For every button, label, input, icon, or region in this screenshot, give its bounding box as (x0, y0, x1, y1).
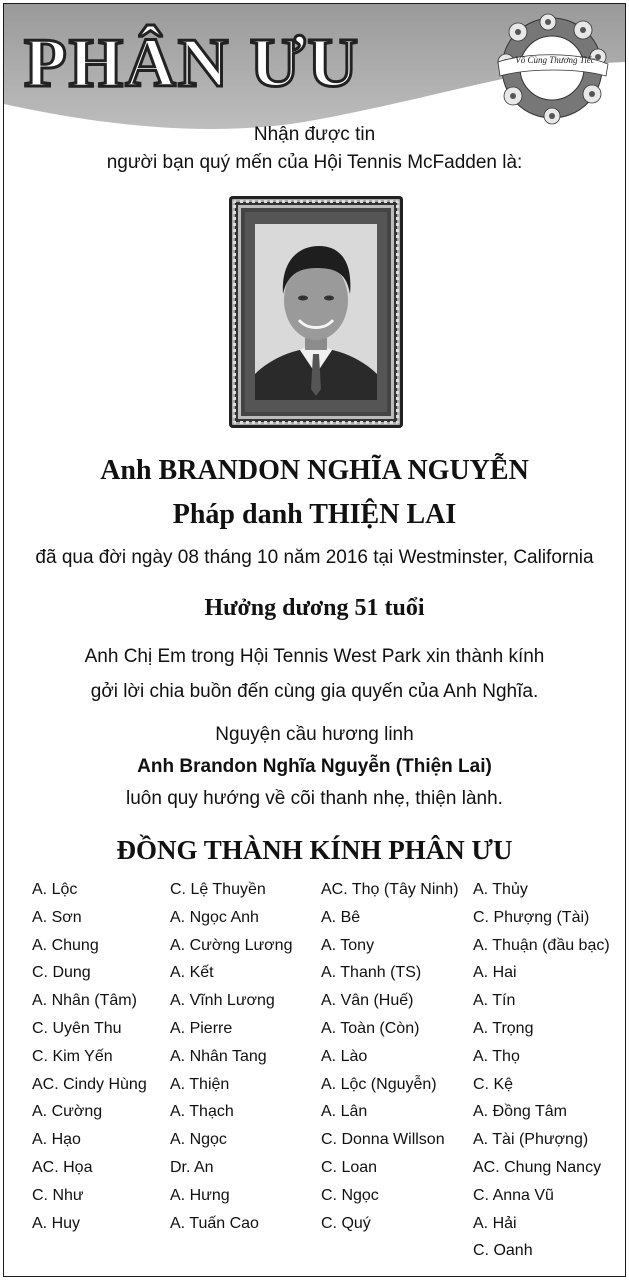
signatory-name: A. Ngọc (170, 1131, 227, 1149)
age-line: Hưởng dương 51 tuổi (204, 595, 425, 621)
signatory-name: A. Tín (473, 992, 516, 1010)
obituary-notice (3, 3, 626, 1277)
signatory-name: A. Thạch (170, 1103, 234, 1121)
signatory-name: A. Lào (321, 1047, 368, 1065)
signatory-name: A. Vĩnh Lương (170, 992, 275, 1010)
prayer-line-2: Anh Brandon Nghĩa Nguyễn (Thiện Lai) (137, 756, 492, 777)
signatory-name: A. Đồng Tâm (473, 1103, 567, 1121)
prayer-line-3: luôn quy hướng về cõi thanh nhẹ, thiện lành. (126, 788, 503, 809)
signatory-name: A. Hai (473, 964, 517, 982)
signatory-name: A. Vân (Huế) (321, 992, 414, 1010)
signatories-column-1 (32, 876, 147, 1237)
signatory-name: A. Thuận (đầu bạc) (473, 936, 610, 954)
signatory-name: C. Quý (321, 1214, 371, 1232)
signatory-name: A. Toàn (Còn) (321, 1019, 420, 1037)
signatory-name: A. Pierre (170, 1019, 233, 1037)
signatories-column-3 (321, 876, 459, 1237)
signatory-name: A. Sơn (32, 908, 82, 926)
signatory-name: A. Bê (321, 908, 361, 926)
portrait-frame (229, 196, 403, 428)
condolence-line-2: gởi lời chia buồn đến cùng gia quyến của Anh Nghĩa. (90, 681, 539, 702)
signatory-name: A. Tony (321, 936, 375, 954)
signatory-name: A. Lộc (Nguyễn) (321, 1075, 437, 1093)
signatory-name: A. Huy (32, 1214, 81, 1232)
signatory-name: A. Kết (170, 964, 214, 982)
passed-away-line: đã qua đời ngày 08 tháng 10 năm 2016 tại Westminster, California (35, 547, 594, 568)
signatory-name: A. Thiện (170, 1075, 230, 1093)
signatories-column-2 (170, 876, 292, 1237)
signatory-name: C. Ngọc (321, 1186, 379, 1204)
signatory-name: C. Như (32, 1186, 84, 1204)
signatory-name: A. Trọng (473, 1019, 534, 1037)
signatory-name: A. Hưng (170, 1186, 230, 1204)
portrait-photo (255, 224, 377, 400)
signatory-name: AC. Cindy Hùng (32, 1075, 147, 1093)
signatory-name: A. Ngọc Anh (170, 908, 259, 926)
signatory-name: A. Thanh (TS) (321, 964, 422, 982)
signatory-name: A. Lộc (32, 881, 78, 898)
signatory-name: A. Tuấn Cao (170, 1214, 259, 1232)
wreath-ribbon-text: Vô Cùng Thương Tiếc (515, 55, 595, 65)
signatory-name: A. Cường (32, 1103, 103, 1121)
signatories-column-4 (473, 876, 610, 1265)
signatory-name: A. Nhân (Tâm) (32, 992, 137, 1010)
deceased-name: Anh BRANDON NGHĨA NGUYỄN (100, 455, 529, 486)
prayer-line-1: Nguyện cầu hương linh (215, 724, 414, 745)
closing-heading: ĐỒNG THÀNH KÍNH PHÂN ƯU (116, 835, 513, 865)
signatory-name: C. Donna Willson (321, 1131, 445, 1149)
dharma-name: Pháp danh THIỆN LAI (172, 499, 457, 530)
intro-line-2: người bạn quý mến của Hội Tennis McFadden là: (106, 152, 523, 173)
signatory-name: C. Uyên Thu (32, 1019, 122, 1037)
signatory-name: A. Thủy (473, 881, 528, 898)
signatory-name: A. Thọ (473, 1047, 520, 1065)
signatory-name: A. Hạo (32, 1131, 81, 1149)
flower-wreath-icon (488, 12, 616, 130)
signatory-name: AC. Thọ (Tây Ninh) (321, 881, 459, 898)
signatory-name: C. Phượng (Tài) (473, 908, 590, 926)
signatory-name: C. Anna Vũ (473, 1186, 554, 1204)
signatory-name: A. Hải (473, 1214, 517, 1232)
condolence-line-1: Anh Chị Em trong Hội Tennis West Park xin thành kính (84, 646, 545, 667)
page-title: PHÂN ƯU (24, 25, 361, 102)
signatory-name: C. Lệ Thuyền (170, 881, 266, 898)
signatory-name: C. Loan (321, 1158, 378, 1176)
signatory-name: C. Oanh (473, 1242, 533, 1260)
signatory-name: A. Chung (32, 936, 99, 954)
signatory-name: A. Tài (Phượng) (473, 1131, 589, 1149)
signatory-name: AC. Họa (32, 1158, 93, 1176)
signatory-name: A. Cường Lương (170, 936, 293, 954)
signatory-name: A. Nhân Tang (170, 1047, 267, 1065)
signatory-name: C. Kim Yến (32, 1047, 113, 1065)
intro-line-1: Nhận được tin (253, 124, 376, 145)
signatory-name: A. Lân (321, 1103, 368, 1121)
signatory-name: AC. Chung Nancy (473, 1158, 602, 1176)
signatory-name: Dr. An (170, 1158, 214, 1176)
signatory-name: C. Kệ (473, 1075, 514, 1093)
signatories-list (4, 876, 625, 1268)
signatory-name: C. Dung (32, 964, 91, 982)
